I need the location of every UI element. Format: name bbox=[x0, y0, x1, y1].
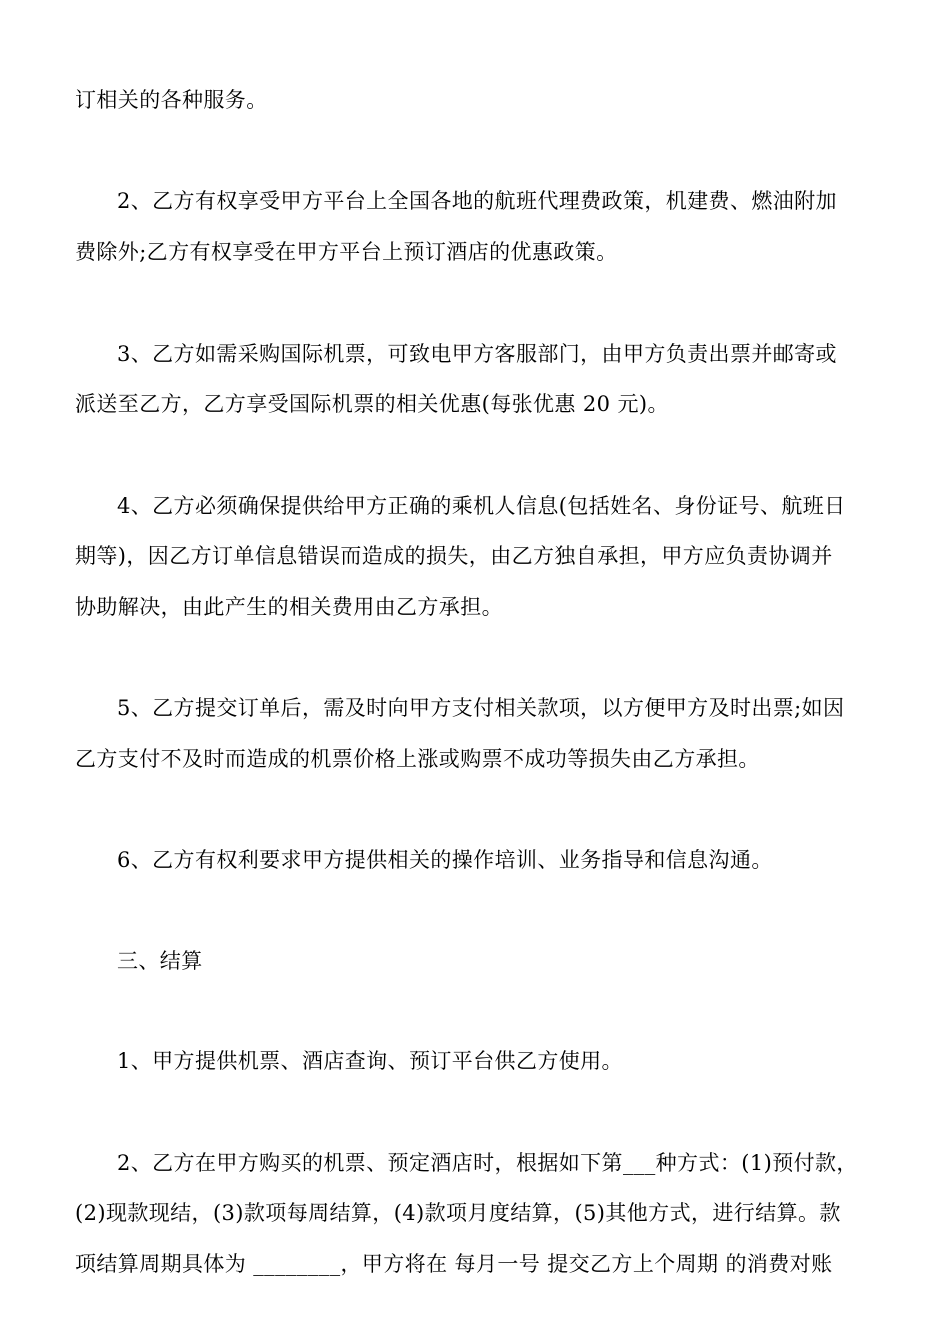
paragraph-8-line-3: 项结算周期具体为 ________，甲方将在 每月一号 提交乙方上个周期 的消费对账 bbox=[75, 1252, 833, 1276]
paragraph-8-line-1: 2、乙方在甲方购买的机票、预定酒店时，根据如下第___种方式：(1)预付款， bbox=[117, 1151, 858, 1175]
paragraph-8-line-2: (2)现款现结，(3)款项每周结算，(4)款项月度结算，(5)其他方式，进行结算。款 bbox=[75, 1201, 841, 1225]
section-heading: 三、结算 bbox=[117, 949, 203, 973]
paragraph-4-line-3: 协助解决，由此产生的相关费用由乙方承担。 bbox=[75, 595, 503, 619]
paragraph-3-line-1: 3、乙方如需采购国际机票，可致电甲方客服部门，由甲方负责出票并邮寄或 bbox=[117, 342, 837, 366]
paragraph-7-line-1: 1、甲方提供机票、酒店查询、预订平台供乙方使用。 bbox=[117, 1049, 623, 1073]
paragraph-3-line-2: 派送至乙方，乙方享受国际机票的相关优惠(每张优惠 20 元)。 bbox=[75, 392, 669, 416]
paragraph-5-line-1: 5、乙方提交订单后，需及时向甲方支付相关款项，以方便甲方及时出票;如因 bbox=[117, 696, 845, 720]
paragraph-4-line-1: 4、乙方必须确保提供给甲方正确的乘机人信息(包括姓名、身份证号、航班日 bbox=[117, 494, 846, 518]
paragraph-6-line-1: 6、乙方有权利要求甲方提供相关的操作培训、业务指导和信息沟通。 bbox=[117, 848, 773, 872]
paragraph-4-line-2: 期等)，因乙方订单信息错误而造成的损失，由乙方独自承担，甲方应负责协调并 bbox=[75, 544, 833, 568]
paragraph-2-line-1: 2、乙方有权享受甲方平台上全国各地的航班代理费政策，机建费、燃油附加 bbox=[117, 189, 837, 213]
paragraph-1-line-1: 订相关的各种服务。 bbox=[75, 88, 268, 112]
paragraph-5-line-2: 乙方支付不及时而造成的机票价格上涨或购票不成功等损失由乙方承担。 bbox=[75, 747, 760, 771]
paragraph-2-line-2: 费除外;乙方有权享受在甲方平台上预订酒店的优惠政策。 bbox=[75, 240, 618, 264]
